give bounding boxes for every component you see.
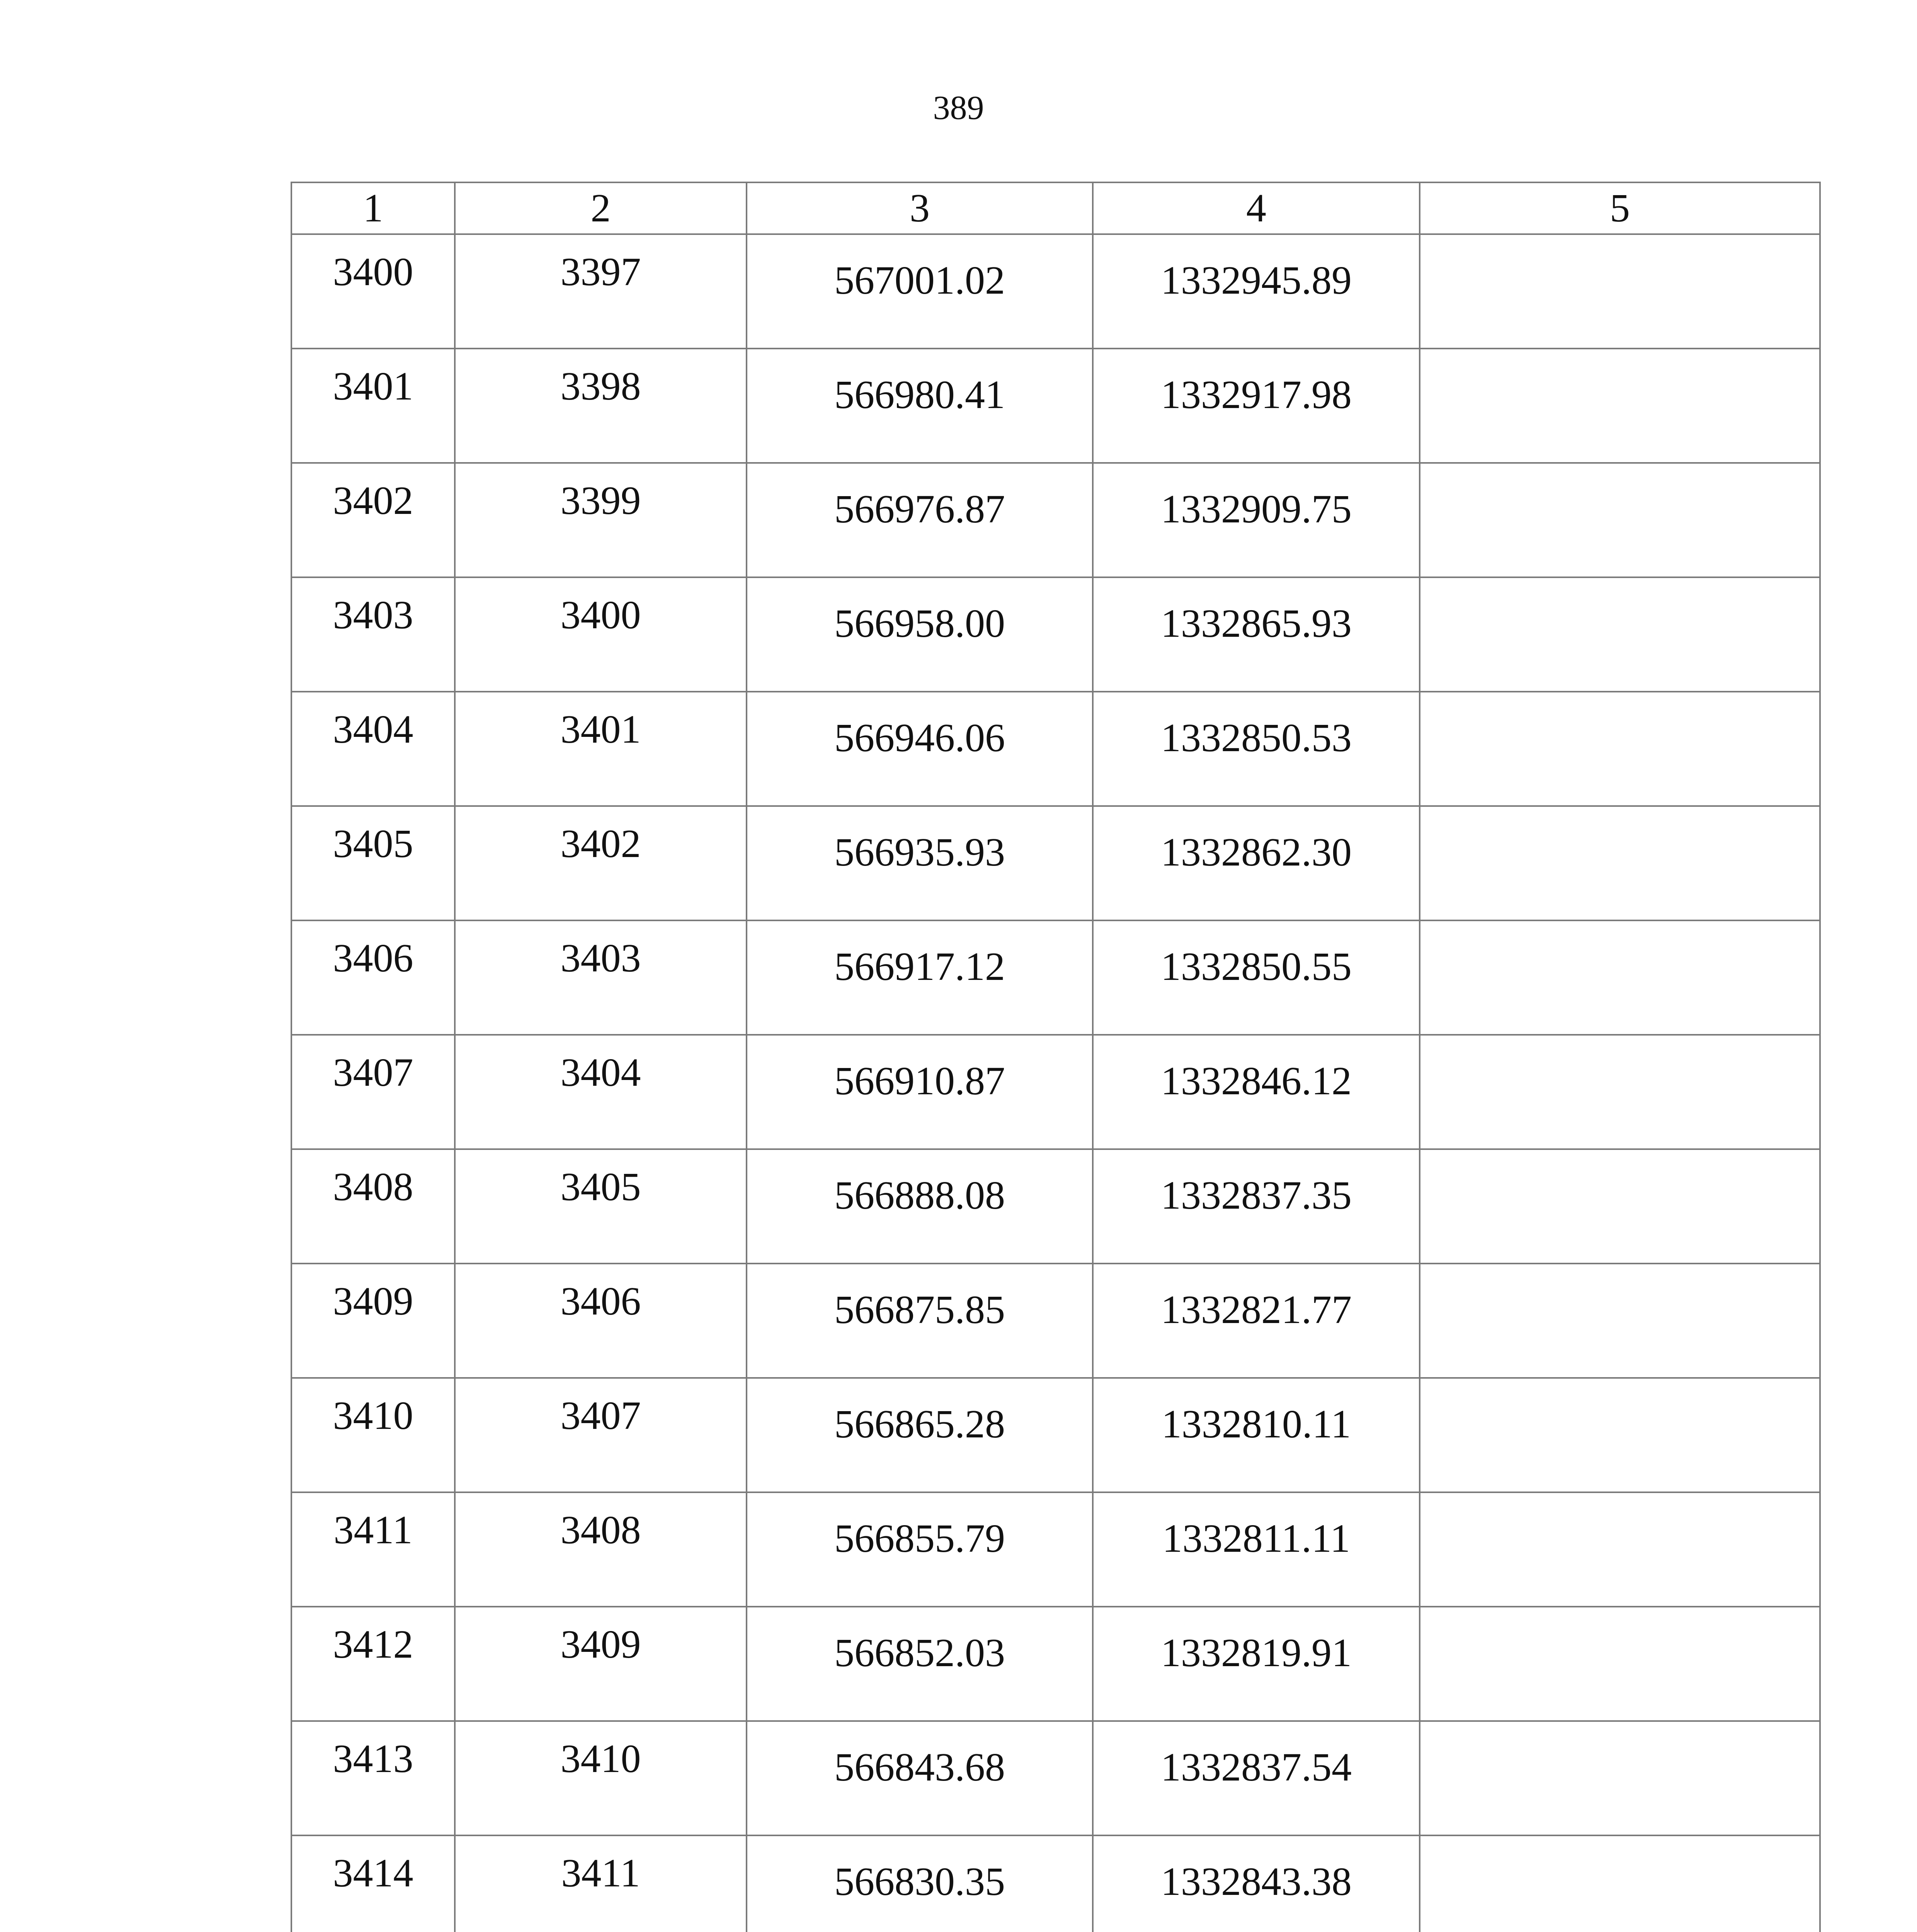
cell-coordinate-x: 566958.00	[747, 577, 1093, 692]
table-row	[291, 463, 1820, 577]
cell-note	[1420, 1035, 1820, 1149]
table-row	[291, 692, 1820, 806]
cell-point-ref: 3404	[455, 1035, 747, 1149]
coordinates-table	[291, 182, 1821, 1932]
cell-note	[1420, 577, 1820, 692]
cell-coordinate-y: 1332850.53	[1093, 692, 1420, 806]
table-row	[291, 1607, 1820, 1721]
cell-coordinate-x: 566855.79	[747, 1492, 1093, 1607]
cell-point-number: 3409	[291, 1264, 455, 1378]
table-row	[291, 577, 1820, 692]
table-row	[291, 349, 1820, 463]
table-row	[291, 234, 1820, 349]
cell-coordinate-x: 566843.68	[747, 1721, 1093, 1835]
cell-point-number: 3414	[291, 1835, 455, 1932]
cell-note	[1420, 1492, 1820, 1607]
cell-note	[1420, 1835, 1820, 1932]
cell-point-number: 3410	[291, 1378, 455, 1492]
table-row	[291, 1149, 1820, 1264]
cell-point-number: 3405	[291, 806, 455, 920]
cell-point-number: 3402	[291, 463, 455, 577]
table-row	[291, 1264, 1820, 1378]
cell-point-ref: 3405	[455, 1149, 747, 1264]
table-row	[291, 1378, 1820, 1492]
cell-coordinate-y: 1332819.91	[1093, 1607, 1420, 1721]
cell-point-number: 3412	[291, 1607, 455, 1721]
cell-point-ref: 3398	[455, 349, 747, 463]
cell-coordinate-y: 1332865.93	[1093, 577, 1420, 692]
column-header-3: 3	[747, 182, 1093, 234]
cell-coordinate-x: 566875.85	[747, 1264, 1093, 1378]
cell-coordinate-y: 1332862.30	[1093, 806, 1420, 920]
cell-coordinate-x: 566946.06	[747, 692, 1093, 806]
cell-point-ref: 3399	[455, 463, 747, 577]
cell-coordinate-x: 566980.41	[747, 349, 1093, 463]
cell-note	[1420, 1721, 1820, 1835]
cell-coordinate-y: 1332821.77	[1093, 1264, 1420, 1378]
cell-coordinate-y: 1332945.89	[1093, 234, 1420, 349]
cell-coordinate-y: 1332846.12	[1093, 1035, 1420, 1149]
table-row	[291, 806, 1820, 920]
cell-coordinate-x: 566852.03	[747, 1607, 1093, 1721]
cell-point-number: 3403	[291, 577, 455, 692]
cell-note	[1420, 1607, 1820, 1721]
cell-coordinate-x: 566976.87	[747, 463, 1093, 577]
cell-coordinate-y: 1332909.75	[1093, 463, 1420, 577]
cell-point-number: 3404	[291, 692, 455, 806]
cell-point-number: 3411	[291, 1492, 455, 1607]
cell-note	[1420, 692, 1820, 806]
cell-note	[1420, 234, 1820, 349]
cell-point-ref: 3402	[455, 806, 747, 920]
cell-coordinate-x: 567001.02	[747, 234, 1093, 349]
table-header-row	[291, 182, 1820, 234]
cell-note	[1420, 806, 1820, 920]
cell-note	[1420, 1149, 1820, 1264]
column-header-1: 1	[291, 182, 455, 234]
cell-point-ref: 3403	[455, 920, 747, 1035]
cell-note	[1420, 463, 1820, 577]
cell-point-number: 3400	[291, 234, 455, 349]
cell-point-ref: 3409	[455, 1607, 747, 1721]
cell-coordinate-x: 566917.12	[747, 920, 1093, 1035]
cell-coordinate-y: 1332917.98	[1093, 349, 1420, 463]
column-header-2: 2	[455, 182, 747, 234]
cell-point-ref: 3397	[455, 234, 747, 349]
cell-note	[1420, 349, 1820, 463]
cell-coordinate-y: 1332837.54	[1093, 1721, 1420, 1835]
cell-note	[1420, 1264, 1820, 1378]
table-body	[291, 182, 1820, 1932]
cell-point-number: 3413	[291, 1721, 455, 1835]
cell-point-ref: 3407	[455, 1378, 747, 1492]
table-row	[291, 920, 1820, 1035]
cell-coordinate-y: 1332843.38	[1093, 1835, 1420, 1932]
cell-coordinate-x: 566830.35	[747, 1835, 1093, 1932]
cell-coordinate-y: 1332850.55	[1093, 920, 1420, 1035]
table-row	[291, 1035, 1820, 1149]
cell-point-number: 3406	[291, 920, 455, 1035]
cell-point-ref: 3408	[455, 1492, 747, 1607]
cell-point-number: 3408	[291, 1149, 455, 1264]
cell-coordinate-y: 1332837.35	[1093, 1149, 1420, 1264]
cell-coordinate-y: 1332810.11	[1093, 1378, 1420, 1492]
table-row	[291, 1721, 1820, 1835]
cell-coordinate-y: 1332811.11	[1093, 1492, 1420, 1607]
cell-point-number: 3401	[291, 349, 455, 463]
table-row	[291, 1835, 1820, 1932]
cell-point-ref: 3401	[455, 692, 747, 806]
column-header-4: 4	[1093, 182, 1420, 234]
cell-coordinate-x: 566910.87	[747, 1035, 1093, 1149]
cell-coordinate-x: 566865.28	[747, 1378, 1093, 1492]
table-row	[291, 1492, 1820, 1607]
cell-point-ref: 3411	[455, 1835, 747, 1932]
page-number: 389	[933, 89, 984, 127]
cell-point-number: 3407	[291, 1035, 455, 1149]
cell-coordinate-x: 566935.93	[747, 806, 1093, 920]
cell-note	[1420, 920, 1820, 1035]
cell-point-ref: 3406	[455, 1264, 747, 1378]
cell-note	[1420, 1378, 1820, 1492]
cell-point-ref: 3410	[455, 1721, 747, 1835]
cell-coordinate-x: 566888.08	[747, 1149, 1093, 1264]
cell-point-ref: 3400	[455, 577, 747, 692]
column-header-5: 5	[1420, 182, 1820, 234]
